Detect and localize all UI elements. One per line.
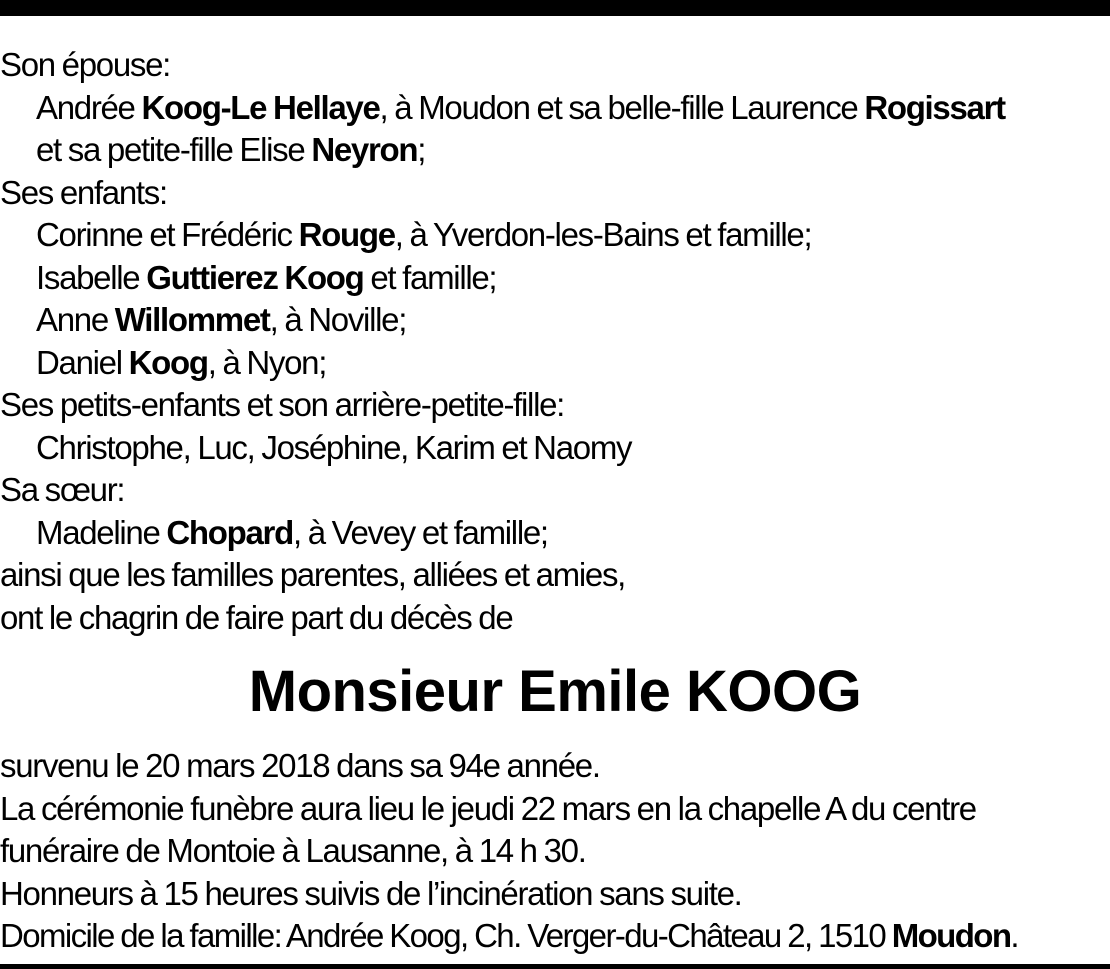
spouse-line-1 (0, 87, 1110, 130)
sister-heading: Sa sœur: (0, 471, 125, 508)
text: Daniel (36, 343, 129, 381)
surname: Koog-Le Hellaye (141, 88, 380, 126)
details-line-2: La cérémonie funèbre aura lieu le jeudi 22 mars en la chapelle A du centre (0, 789, 976, 827)
text: , à Yverdon-les-Bains et famille; (394, 216, 812, 253)
domicile-line (0, 915, 1110, 958)
text: , à Moudon et sa belle-fille Laurence (379, 88, 865, 126)
surname: Chopard (166, 513, 293, 551)
text: Domicile de la famille: Andrée Koog, Ch. Verger-du-Château 2, 1510 (0, 917, 892, 954)
text: ; (417, 131, 426, 168)
spouse-heading: Son épouse: (0, 46, 171, 83)
surname: Willommet (114, 301, 270, 338)
surname: Koog (128, 343, 208, 381)
surname: Rouge (298, 216, 395, 253)
text: et famille; (363, 258, 497, 296)
details-line-4: Honneurs à 15 heures suivis de l’incinération sans suite. (0, 874, 742, 912)
surname: Guttierez Koog (146, 258, 364, 296)
child-item (0, 257, 1110, 300)
details-line-1: survenu le 20 mars 2018 dans sa 94e année. (0, 747, 600, 784)
text: . (1010, 917, 1018, 954)
children-heading: Ses enfants: (0, 173, 167, 211)
child-item (0, 299, 1110, 342)
child-item (0, 214, 1110, 257)
top-rule (0, 0, 1110, 16)
child-item (0, 342, 1110, 385)
sister-line (0, 512, 1110, 555)
text: et sa petite-fille Elise (36, 131, 312, 168)
surname: Rogissart (864, 88, 1005, 126)
text: Madeline (36, 513, 167, 551)
text: , à Nyon; (207, 343, 327, 381)
text: , à Vevey et famille; (292, 513, 548, 551)
text: , à Noville; (269, 301, 407, 338)
closing-line-1: ainsi que les familles parentes, alliées et amies, (0, 556, 626, 593)
grandchildren-names: Christophe, Luc, Joséphine, Karim et Naomy (36, 428, 632, 466)
closing-line-2: ont le chagrin de faire part du décès de (0, 598, 513, 636)
text: Anne (36, 301, 115, 338)
bottom-rule (0, 964, 1110, 969)
deceased-name: Monsieur Emile KOOG (248, 659, 862, 724)
grandchildren-heading: Ses petits-enfants et son arrière-petite-fille: (0, 386, 565, 423)
details-line-3: funéraire de Montoie à Lausanne, à 14 h 30. (0, 832, 586, 869)
text: Corinne et Frédéric (36, 216, 299, 253)
death-notice (0, 44, 1110, 958)
text: Isabelle (36, 258, 147, 296)
text: Andrée (36, 88, 142, 126)
spouse-line-2 (0, 129, 1110, 172)
city: Moudon (891, 917, 1011, 954)
surname: Neyron (311, 131, 418, 168)
